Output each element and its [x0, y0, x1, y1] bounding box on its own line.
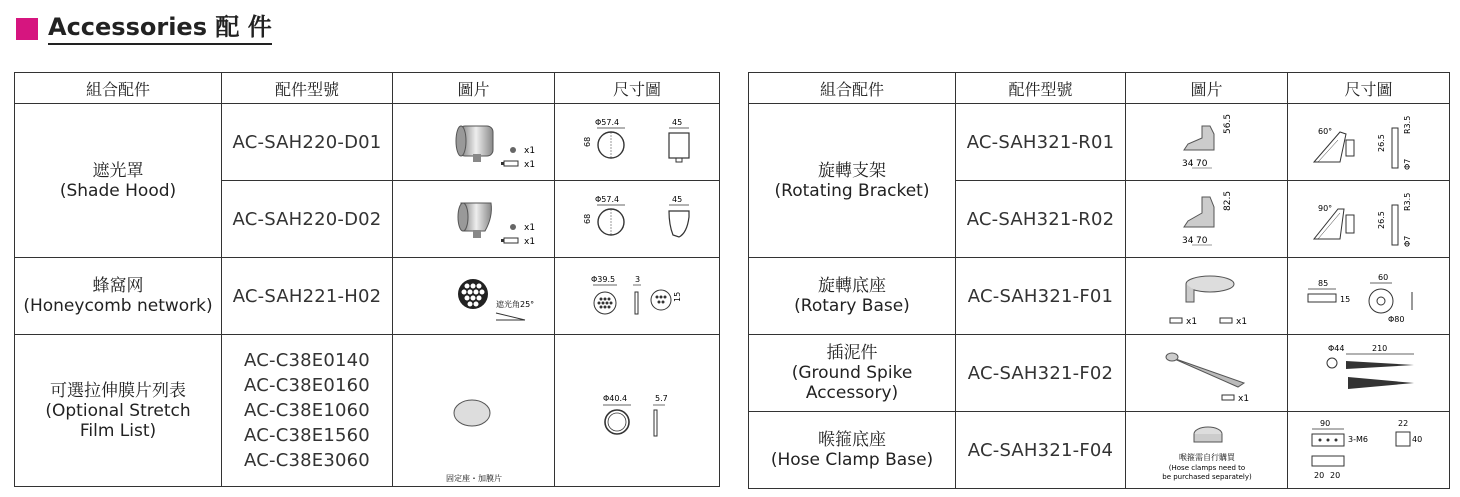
height-label: 15	[673, 291, 682, 302]
table-row	[749, 258, 1450, 335]
diameter-label: Φ80	[1388, 315, 1405, 324]
model-cell: AC-SAH220-D01	[222, 104, 393, 181]
qty-label: x1	[524, 237, 536, 247]
right-accessories-table	[748, 72, 1450, 489]
diameter-label: Φ39.5	[591, 275, 616, 284]
hose-clamp-note-en: (Hose clamps need to	[1168, 464, 1246, 472]
model-item: AC-C38E3060	[244, 450, 370, 471]
stretch-film-image	[393, 335, 555, 486]
film-note: 固定座・加膜片	[446, 474, 502, 483]
model-item: AC-C38E0160	[244, 375, 370, 396]
qty-label: x1	[1238, 394, 1250, 404]
picture-cell	[393, 181, 555, 258]
shade-hood-d01-image	[393, 104, 555, 180]
category-zh: 旋轉底座	[818, 276, 886, 296]
table-row	[749, 104, 1450, 181]
length-label: 34	[1182, 236, 1194, 246]
diameter-label: Φ7	[1403, 158, 1412, 170]
category-en: (Rotating Bracket)	[774, 180, 930, 201]
height-label: 26.5	[1377, 134, 1386, 152]
height-label: 56.5	[1223, 113, 1233, 134]
header-accent-square	[16, 18, 38, 40]
angle-label: 60°	[1318, 127, 1333, 136]
hose-clamp-image	[1126, 412, 1288, 488]
radius-label: R3.5	[1403, 115, 1412, 134]
height-label: 68	[583, 213, 592, 224]
diameter-label: Φ57.4	[595, 118, 620, 127]
col-header-dimension: 尺寸圖	[1288, 73, 1450, 104]
col-header-picture: 圖片	[1126, 73, 1288, 104]
bracket-r01-drawing	[1288, 104, 1450, 180]
qty-label: x1	[524, 160, 536, 170]
length-label: 70	[1196, 236, 1208, 246]
spacing-label: 20	[1314, 471, 1325, 480]
category-en: (Ground Spike	[791, 363, 913, 383]
category-zh: 蜂窩网	[92, 276, 144, 296]
picture-cell	[393, 104, 555, 181]
shade-hood-d01-drawing	[555, 104, 720, 180]
category-zh: 旋轉支架	[818, 160, 886, 181]
picture-cell	[1126, 181, 1288, 258]
bracket-r01-image	[1126, 104, 1288, 180]
diameter-label: Φ7	[1403, 235, 1412, 247]
category-cell	[15, 104, 222, 258]
height-label: 82.5	[1223, 190, 1233, 211]
length-label: 70	[1196, 159, 1208, 169]
length-label: 210	[1372, 344, 1388, 353]
ground-spike-image	[1126, 335, 1288, 411]
col-header-model: 配件型號	[222, 73, 393, 104]
shade-hood-d02-image	[393, 181, 555, 257]
bolt-label: 3-M6	[1348, 435, 1368, 444]
rotary-base-image	[1126, 258, 1288, 334]
table-row	[15, 258, 720, 335]
picture-cell	[393, 258, 555, 335]
width-label: 45	[672, 195, 683, 204]
picture-cell	[1126, 412, 1288, 489]
height-label: 68	[583, 136, 592, 147]
honeycomb-image	[393, 258, 555, 334]
angle-label: 90°	[1318, 204, 1333, 213]
qty-label: x1	[524, 223, 536, 233]
model-item: AC-C38E1060	[244, 400, 370, 421]
thickness-label: 3	[635, 275, 641, 284]
model-cell: AC-SAH221-H02	[222, 258, 393, 335]
table-row	[749, 412, 1450, 489]
model-item: AC-C38E1560	[244, 425, 370, 446]
col-header-combo: 組合配件	[749, 73, 956, 104]
model-cell: AC-SAH321-R02	[956, 181, 1126, 258]
category-en: (Hose Clamp Base)	[770, 450, 934, 470]
col-header-picture: 圖片	[393, 73, 555, 104]
picture-cell	[1126, 104, 1288, 181]
qty-label: x1	[1236, 317, 1248, 327]
col-header-model: 配件型號	[956, 73, 1126, 104]
bracket-r02-drawing	[1288, 181, 1450, 257]
qty-label: x1	[1186, 317, 1198, 327]
table-row	[15, 104, 720, 181]
hose-clamp-drawing	[1288, 412, 1450, 488]
model-cell: AC-SAH220-D02	[222, 181, 393, 258]
category-cell	[749, 258, 956, 335]
picture-cell	[393, 335, 555, 487]
ground-spike-drawing	[1288, 335, 1450, 411]
dimension-cell	[555, 258, 720, 335]
category-cell	[749, 412, 956, 489]
width-label: 45	[672, 118, 683, 127]
radius-label: R3.5	[1403, 192, 1412, 211]
category-cell	[15, 335, 222, 487]
width-label: 60	[1378, 273, 1389, 282]
shade-angle-note: 遮光角25°	[496, 300, 535, 309]
dimension-cell	[1288, 335, 1450, 412]
stretch-film-drawing	[555, 335, 720, 486]
category-zh: 喉箍底座	[818, 430, 886, 450]
model-cell: AC-SAH321-F04	[956, 412, 1126, 489]
width-label: 22	[1398, 419, 1409, 428]
hose-clamp-note-zh: 喉箍需自行購買	[1179, 453, 1235, 462]
honeycomb-drawing	[555, 258, 720, 334]
model-item: AC-C38E0140	[244, 350, 370, 371]
width-label: 85	[1318, 279, 1329, 288]
category-cell	[749, 104, 956, 258]
category-zh: 遮光罩	[92, 160, 144, 181]
shade-hood-d02-drawing	[555, 181, 720, 257]
col-header-dimension: 尺寸圖	[555, 73, 720, 104]
picture-cell	[1126, 258, 1288, 335]
section-header	[16, 13, 272, 45]
dimension-cell	[1288, 258, 1450, 335]
diameter-label: Φ44	[1328, 344, 1345, 353]
rotary-base-drawing	[1288, 258, 1450, 334]
bracket-r02-image	[1126, 181, 1288, 257]
category-en: (Shade Hood)	[59, 180, 177, 201]
dimension-cell	[555, 181, 720, 258]
page-title: Accessories 配 件	[48, 13, 272, 45]
left-accessories-table	[14, 72, 720, 487]
thickness-label: 15	[1340, 295, 1351, 304]
qty-label: x1	[524, 146, 536, 156]
model-list-cell	[222, 335, 393, 487]
thickness-label: 5.7	[655, 394, 668, 403]
dimension-cell	[555, 335, 720, 487]
dimension-cell	[1288, 181, 1450, 258]
table-row	[15, 335, 720, 487]
category-en: Accessory)	[805, 383, 899, 403]
category-en: (Rotary Base)	[794, 296, 910, 316]
model-cell: AC-SAH321-R01	[956, 104, 1126, 181]
category-en: (Honeycomb network)	[23, 296, 213, 316]
category-en: (Optional Stretch	[45, 400, 191, 421]
dimension-cell	[555, 104, 720, 181]
length-label: 34	[1182, 159, 1194, 169]
table-row	[749, 335, 1450, 412]
height-label: 40	[1412, 435, 1423, 444]
model-cell: AC-SAH321-F02	[956, 335, 1126, 412]
diameter-label: Φ40.4	[603, 394, 628, 403]
hose-clamp-note-en: be purchased separately)	[1162, 473, 1252, 481]
diameter-label: Φ57.4	[595, 195, 620, 204]
model-cell: AC-SAH321-F01	[956, 258, 1126, 335]
height-label: 26.5	[1377, 211, 1386, 229]
dimension-cell	[1288, 104, 1450, 181]
category-en: Film List)	[79, 420, 157, 441]
width-label: 90	[1320, 419, 1331, 428]
category-cell	[15, 258, 222, 335]
col-header-combo: 組合配件	[15, 73, 222, 104]
category-zh: 可選拉伸膜片列表	[50, 380, 186, 401]
spacing-label: 20	[1330, 471, 1341, 480]
picture-cell	[1126, 335, 1288, 412]
category-zh: 插泥件	[826, 343, 878, 363]
category-cell	[749, 335, 956, 412]
dimension-cell	[1288, 412, 1450, 489]
